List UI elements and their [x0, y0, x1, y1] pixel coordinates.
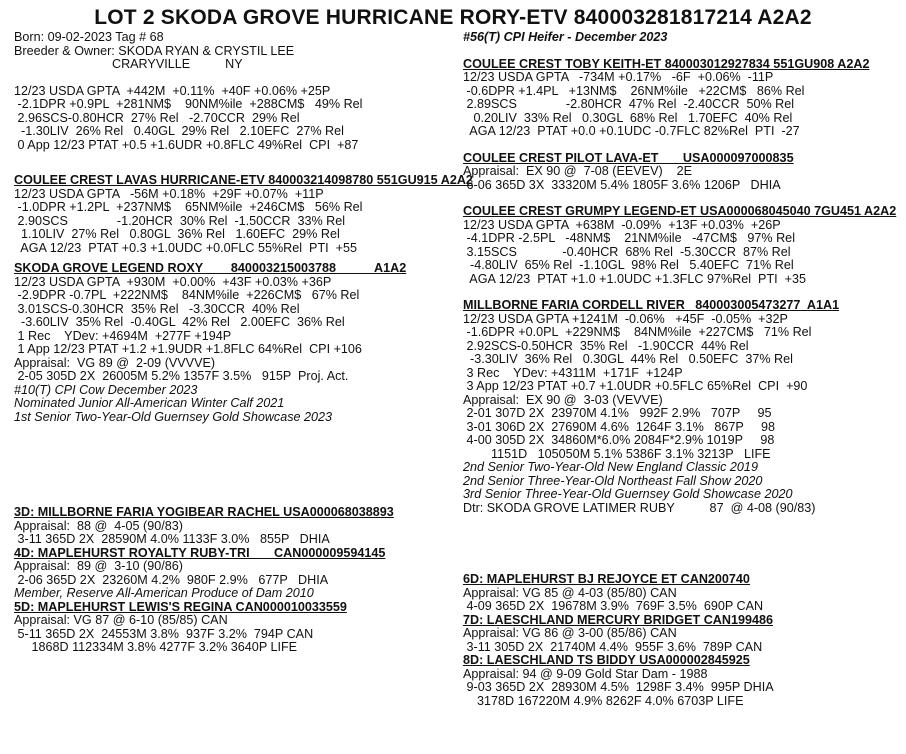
sire-line: AGA 12/23 PTAT +0.3 +1.0UDC +0.0FLC 55%Rel PTI +55 — [14, 240, 358, 255]
d7-line: 3-11 305D 2X 21740M 4.4% 955F 3.6% 789P CAN — [463, 639, 763, 654]
dam-line: 12/23 USDA GPTA +930M +0.00% +43F +0.03% +36P — [14, 274, 332, 289]
d3-heading: 3D: MILLBORNE FARIA YOGIBEAR RACHEL USA000068038893 — [14, 505, 394, 519]
self-line: 12/23 USDA GPTA +442M +0.11% +40F +0.06% +25P — [14, 83, 331, 98]
cordell-note: 2nd Senior Two-Year-Old New England Classic 2019 — [463, 460, 758, 474]
cordell-line: 2-01 307D 2X 23970M 4.1% 992F 2.9% 707P 95 — [463, 406, 772, 420]
cordell-daughter: Dtr: SKODA GROVE LATIMER RUBY 87 @ 4-08 (90/83) — [463, 500, 816, 515]
cordell-line: 3-01 306D 2X 27690M 4.6% 1264F 3.1% 867P 98 — [463, 419, 776, 434]
dam-line: 2-05 305D 2X 26005M 5.2% 1357F 3.5% 915P Proj. Act. — [14, 369, 349, 383]
dam-line: 1 Rec YDev: +4694M +277F +194P — [14, 328, 232, 343]
location-line: CRARYVILLE NY — [14, 57, 243, 71]
dam-heading: SKODA GROVE LEGEND ROXY 840003215003788 A1A2 — [14, 261, 407, 275]
d8-line: Appraisal: 94 @ 9-09 Gold Star Dam - 1988 — [463, 666, 708, 681]
right-column — [463, 31, 903, 708]
dam-line: 3.01SCS-0.30HCR 35% Rel -3.30CCR 40% Rel — [14, 301, 300, 316]
d4-heading: 4D: MAPLEHURST ROYALTY RUBY-TRI CAN000009594145 — [14, 545, 386, 560]
cordell-line: -1.6DPR +0.0PL +229NM$ 84NM%ile +227CM$ 71% Rel — [463, 325, 812, 339]
dam-note: 1st Senior Two-Year-Old Guernsey Gold Showcase 2023 — [14, 409, 333, 424]
d8-line: 3178D 167220M 4.9% 8262F 4.0% 6703P LIFE — [463, 693, 744, 708]
dam-line: Appraisal: VG 89 @ 2-09 (VVVVE) — [14, 355, 216, 370]
sire-heading: COULEE CREST LAVAS HURRICANE-ETV 840003214098780 551GU915 A2A2 — [14, 173, 473, 187]
d4-note: Member, Reserve All-American Produce of Dam 2010 — [14, 586, 314, 600]
cordell-note: 3rd Senior Three-Year-Old Guernsey Gold Showcase 2020 — [463, 487, 793, 501]
d7-line: Appraisal: VG 86 @ 3-00 (85/86) CAN — [463, 626, 677, 640]
d8-line: 9-03 365D 2X 28930M 4.5% 1298F 3.4% 995P DHIA — [463, 680, 774, 694]
pilot-line: Appraisal: EX 90 @ 7-08 (EEVEV) 2E — [463, 164, 693, 178]
dam-line: -3.60LIV 35% Rel -0.40GL 42% Rel 2.00EFC 36% Rel — [14, 315, 345, 329]
d4-line: Appraisal: 89 @ 3-10 (90/86) — [14, 559, 183, 573]
d3-line: Appraisal: 88 @ 4-05 (90/83) — [14, 518, 183, 533]
d3-line: 3-11 365D 2X 28590M 4.0% 1133F 3.0% 855P DHIA — [14, 532, 330, 546]
birth-line: Born: 09-02-2023 Tag # 68 — [14, 30, 164, 44]
sire-line: 1.10LIV 27% Rel 0.80GL 36% Rel 1.60EFC 29% Rel — [14, 227, 340, 241]
dam-line: 1 App 12/23 PTAT +1.2 +1.9UDR +1.8FLC 64%Rel CPI +106 — [14, 342, 362, 356]
cordell-line: 3 Rec YDev: +4311M +171F +124P — [463, 365, 683, 380]
grumpy-line: 3.15SCS -0.40HCR 68% Rel -5.30CCR 87% Rel — [463, 244, 791, 259]
d6-line: 4-09 365D 2X 19678M 3.9% 769F 3.5% 690P CAN — [463, 599, 764, 613]
cordell-line: 2.92SCS-0.50HCR 35% Rel -1.90CCR 44% Rel — [463, 338, 749, 353]
breeder-line: Breeder & Owner: SKODA RYAN & CRYSTIL LEE — [14, 43, 295, 58]
d5-heading: 5D: MAPLEHURST LEWIS'S REGINA CAN000010033559 — [14, 599, 347, 614]
cordell-line: Appraisal: EX 90 @ 3-03 (VEVVE) — [463, 392, 663, 407]
grumpy-line: AGA 12/23 PTAT +1.0 +1.0UDC +1.3FLC 97%Rel PTI +35 — [463, 271, 807, 286]
cordell-line: 3 App 12/23 PTAT +0.7 +1.0UDR +0.5FLC 65%Rel CPI +90 — [463, 379, 808, 393]
dam-line: -2.9DPR -0.7PL +222NM$ 84NM%ile +226CM$ 67% Rel — [14, 288, 360, 302]
mgs-line: -0.6DPR +1.4PL +13NM$ 26NM%ile +22CM$ 86% Rel — [463, 83, 805, 98]
d5-line: 5-11 365D 2X 24553M 3.8% 937F 3.2% 794P CAN — [14, 626, 314, 641]
d6-line: Appraisal: VG 85 @ 4-03 (85/80) CAN — [463, 585, 677, 600]
lot-title: LOT 2 SKODA GROVE HURRICANE RORY-ETV 840003281817214 A2A2 — [94, 6, 812, 29]
sire-line: 12/23 USDA GPTA -56M +0.18% +29F +0.07% +11P — [14, 186, 324, 201]
d4-line: 2-06 365D 2X 23260M 4.2% 980F 2.9% 677P DHIA — [14, 572, 329, 587]
cordell-line: 12/23 USDA GPTA +1241M -0.06% +45F -0.05% +32P — [463, 311, 788, 326]
mgs-line: AGA 12/23 PTAT +0.0 +0.1UDC -0.7FLC 82%Rel PTI -27 — [463, 124, 800, 138]
dam-note: #10(T) CPI Cow December 2023 — [14, 382, 198, 397]
sire-line: -1.0DPR +1.2PL +237NM$ 65NM%ile +246CM$ 56% Rel — [14, 200, 363, 214]
d5-line: 1868D 112334M 3.8% 4277F 3.2% 3640P LIFE — [14, 640, 298, 654]
pilot-line: 6-06 365D 3X 33320M 5.4% 1805F 3.6% 1206P DHIA — [463, 177, 781, 192]
cordell-note: 2nd Senior Three-Year-Old Northeast Fall Show 2020 — [463, 473, 763, 488]
cordell-line: 1151D 105050M 5.1% 5386F 3.1% 3213P LIFE — [463, 446, 771, 461]
cordell-heading: MILLBORNE FARIA CORDELL RIVER 840003005473277 A1A1 — [463, 298, 840, 312]
d8-heading: 8D: LAESCHLAND TS BIDDY USA000002845925 — [463, 653, 750, 667]
sire-line: 2.90SCS -1.20HCR 30% Rel -1.50CCR 33% Rel — [14, 213, 346, 228]
d6-heading: 6D: MAPLEHURST BJ REJOYCE ET CAN200740 — [463, 572, 750, 586]
left-column — [14, 30, 473, 655]
self-line: -1.30LIV 26% Rel 0.40GL 29% Rel 2.10EFC 27% Rel — [14, 124, 344, 138]
mgs-line: 0.20LIV 33% Rel 0.30GL 68% Rel 1.70EFC 40% Rel — [463, 110, 793, 125]
d7-heading: 7D: LAESCHLAND MERCURY BRIDGET CAN199486 — [463, 612, 773, 627]
dam-note: Nominated Junior All-American Winter Calf 2021 — [14, 396, 285, 410]
mgs-line: 2.89SCS -2.80HCR 47% Rel -2.40CCR 50% Rel — [463, 97, 795, 111]
grumpy-line: -4.80LIV 65% Rel -1.10GL 98% Rel 5.40EFC 71% Rel — [463, 258, 794, 272]
self-line: -2.1DPR +0.9PL +281NM$ 90NM%ile +288CM$ 49% Rel — [14, 97, 363, 111]
grumpy-line: -4.1DPR -2.5PL -48NM$ 21NM%ile -47CM$ 97% Rel — [463, 231, 795, 245]
d5-line: Appraisal: VG 87 @ 6-10 (85/85) CAN — [14, 613, 228, 627]
grumpy-heading: COULEE CREST GRUMPY LEGEND-ET USA000068045040 7GU451 A2A2 — [463, 204, 897, 218]
mgs-line: 12/23 USDA GPTA -734M +0.17% -6F +0.06% -11P — [463, 70, 774, 84]
cpi-note: #56(T) CPI Heifer - December 2023 — [463, 30, 668, 44]
grumpy-line: 12/23 USDA GPTA +638M -0.09% +13F +0.03% +26P — [463, 217, 781, 232]
cordell-line: -3.30LIV 36% Rel 0.30GL 44% Rel 0.50EFC 37% Rel — [463, 352, 793, 366]
self-line: 2.96SCS-0.80HCR 27% Rel -2.70CCR 29% Rel — [14, 110, 300, 125]
cordell-line: 4-00 305D 2X 34860M*6.0% 2084F*2.9% 1019P 98 — [463, 433, 775, 447]
self-line: 0 App 12/23 PTAT +0.5 +1.6UDR +0.8FLC 49%Rel CPI +87 — [14, 137, 359, 152]
mgs-heading: COULEE CREST TOBY KEITH-ET 840003012927834 551GU908 A2A2 — [463, 56, 870, 71]
pilot-heading: COULEE CREST PILOT LAVA-ET USA000097000835 — [463, 150, 794, 165]
